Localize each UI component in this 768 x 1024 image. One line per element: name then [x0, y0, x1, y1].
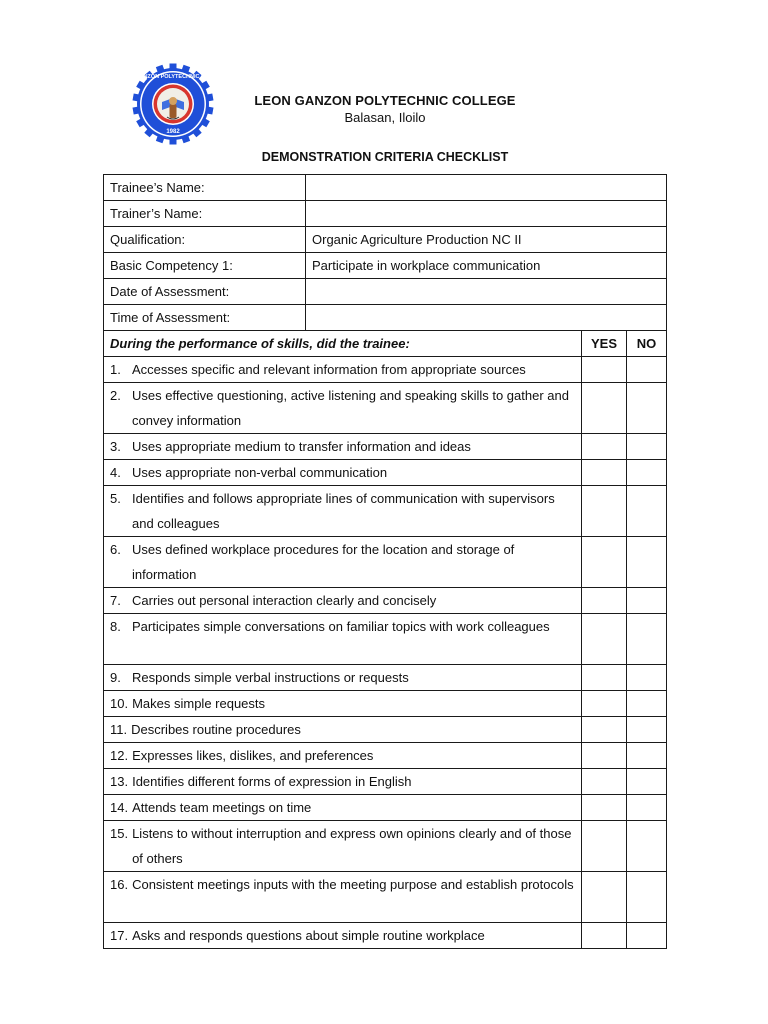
- info-row: [104, 227, 667, 253]
- yes-checkbox-cell[interactable]: [582, 357, 627, 383]
- info-row: [104, 201, 667, 227]
- criteria-text: Responds simple verbal instructions or requests: [132, 670, 409, 685]
- info-label: Trainee’s Name:: [104, 175, 306, 201]
- criteria-row: [104, 769, 667, 795]
- criteria-number: 17.: [110, 928, 129, 943]
- no-checkbox-cell[interactable]: [627, 665, 667, 691]
- criteria-text: Identifies and follows appropriate lines of communication with supervisors and colleagues: [132, 491, 555, 531]
- criteria-cell: [104, 821, 582, 872]
- criteria-number: 3.: [110, 439, 121, 454]
- criteria-row: [104, 588, 667, 614]
- criteria-text: Identifies different forms of expression in English: [132, 774, 412, 789]
- criteria-cell: [104, 691, 582, 717]
- criteria-row: [104, 691, 667, 717]
- checklist-table: [103, 174, 667, 949]
- yes-checkbox-cell[interactable]: [582, 537, 627, 588]
- info-label: Date of Assessment:: [104, 279, 306, 305]
- no-checkbox-cell[interactable]: [627, 769, 667, 795]
- criteria-cell: [104, 872, 582, 923]
- criteria-number: 16.: [110, 877, 129, 892]
- info-row: [104, 175, 667, 201]
- criteria-row: [104, 743, 667, 769]
- document-title: DEMONSTRATION CRITERIA CHECKLIST: [261, 150, 509, 164]
- criteria-cell: [104, 486, 582, 537]
- info-row: [104, 279, 667, 305]
- criteria-cell: [104, 434, 582, 460]
- no-checkbox-cell[interactable]: [627, 923, 667, 949]
- no-checkbox-cell[interactable]: [627, 743, 667, 769]
- no-column-header: NO: [627, 331, 667, 357]
- yes-checkbox-cell[interactable]: [582, 460, 627, 486]
- info-row: [104, 253, 667, 279]
- no-checkbox-cell[interactable]: [627, 872, 667, 923]
- criteria-row: [104, 357, 667, 383]
- yes-checkbox-cell[interactable]: [582, 795, 627, 821]
- no-checkbox-cell[interactable]: [627, 717, 667, 743]
- info-label: Time of Assessment:: [104, 305, 306, 331]
- criteria-cell: [104, 460, 582, 486]
- criteria-text: Uses defined workplace procedures for the location and storage of information: [132, 542, 515, 582]
- no-checkbox-cell[interactable]: [627, 383, 667, 434]
- criteria-cell: [104, 743, 582, 769]
- no-checkbox-cell[interactable]: [627, 614, 667, 665]
- criteria-number: 1.: [110, 362, 121, 377]
- criteria-number: 9.: [110, 670, 121, 685]
- info-value[interactable]: Participate in workplace communication: [306, 253, 667, 279]
- no-checkbox-cell[interactable]: [627, 537, 667, 588]
- yes-checkbox-cell[interactable]: [582, 434, 627, 460]
- criteria-cell: [104, 383, 582, 434]
- criteria-number: 14.: [110, 800, 129, 815]
- info-value[interactable]: [306, 305, 667, 331]
- yes-column-header: YES: [582, 331, 627, 357]
- info-value[interactable]: [306, 279, 667, 305]
- no-checkbox-cell[interactable]: [627, 357, 667, 383]
- yes-checkbox-cell[interactable]: [582, 821, 627, 872]
- yes-checkbox-cell[interactable]: [582, 872, 627, 923]
- criteria-row: [104, 460, 667, 486]
- criteria-row: [104, 795, 667, 821]
- yes-checkbox-cell[interactable]: [582, 691, 627, 717]
- info-value[interactable]: Organic Agriculture Production NC II: [306, 227, 667, 253]
- criteria-text: Attends team meetings on time: [132, 800, 312, 815]
- yes-checkbox-cell[interactable]: [582, 588, 627, 614]
- criteria-row: [104, 872, 667, 923]
- criteria-number: 5.: [110, 491, 121, 506]
- criteria-row: [104, 614, 667, 665]
- yes-checkbox-cell[interactable]: [582, 383, 627, 434]
- criteria-text: Uses appropriate medium to transfer information and ideas: [132, 439, 471, 454]
- no-checkbox-cell[interactable]: [627, 486, 667, 537]
- seal-ring-text: LEON GANZON POLYTECHNIC COLLEGE: [118, 74, 228, 80]
- criteria-row: [104, 486, 667, 537]
- criteria-text: Participates simple conversations on familiar topics with work colleagues: [132, 619, 550, 634]
- info-label: Qualification:: [104, 227, 306, 253]
- info-value[interactable]: [306, 175, 667, 201]
- criteria-row: [104, 434, 667, 460]
- no-checkbox-cell[interactable]: [627, 795, 667, 821]
- criteria-number: 13.: [110, 774, 129, 789]
- yes-checkbox-cell[interactable]: [582, 665, 627, 691]
- criteria-cell: [104, 588, 582, 614]
- no-checkbox-cell[interactable]: [627, 460, 667, 486]
- yes-checkbox-cell[interactable]: [582, 923, 627, 949]
- college-location: Balasan, Iloilo: [344, 110, 426, 125]
- criteria-number: 11.: [110, 722, 128, 737]
- criteria-cell: [104, 717, 582, 743]
- criteria-text: Makes simple requests: [132, 696, 266, 711]
- yes-checkbox-cell[interactable]: [582, 743, 627, 769]
- criteria-cell: [104, 795, 582, 821]
- no-checkbox-cell[interactable]: [627, 691, 667, 717]
- criteria-cell: [104, 665, 582, 691]
- criteria-number: 2.: [110, 388, 121, 403]
- seal-year: 1982: [166, 129, 180, 135]
- criteria-cell: [104, 357, 582, 383]
- criteria-number: 10.: [110, 696, 129, 711]
- criteria-number: 12.: [110, 748, 129, 763]
- info-row: [104, 305, 667, 331]
- criteria-number: 15.: [110, 826, 129, 841]
- info-label: Trainer’s Name:: [104, 201, 306, 227]
- criteria-row: [104, 923, 667, 949]
- criteria-text: Listens to without interruption and express own opinions clearly and of those of others: [132, 826, 572, 866]
- criteria-text: Asks and responds questions about simple routine workplace: [132, 928, 485, 943]
- no-checkbox-cell[interactable]: [627, 588, 667, 614]
- criteria-text: Carries out personal interaction clearly and concisely: [132, 593, 437, 608]
- criteria-text: Accesses specific and relevant information from appropriate sources: [132, 362, 526, 377]
- criteria-cell: [104, 769, 582, 795]
- yes-checkbox-cell[interactable]: [582, 769, 627, 795]
- criteria-header-row: [104, 331, 667, 357]
- yes-checkbox-cell[interactable]: [582, 614, 627, 665]
- college-name: LEON GANZON POLYTECHNIC COLLEGE: [254, 93, 516, 108]
- info-value[interactable]: [306, 201, 667, 227]
- criteria-question: During the performance of skills, did the trainee:: [104, 331, 582, 357]
- info-label: Basic Competency 1:: [104, 253, 306, 279]
- no-checkbox-cell[interactable]: [627, 821, 667, 872]
- criteria-row: [104, 717, 667, 743]
- criteria-number: 6.: [110, 542, 121, 557]
- criteria-text: Expresses likes, dislikes, and preferences: [132, 748, 374, 763]
- criteria-text: Describes routine procedures: [131, 722, 301, 737]
- criteria-text: Uses effective questioning, active listening and speaking skills to gather and convey information: [132, 388, 569, 428]
- criteria-row: [104, 537, 667, 588]
- criteria-cell: [104, 614, 582, 665]
- criteria-number: 4.: [110, 465, 121, 480]
- criteria-cell: [104, 923, 582, 949]
- criteria-text: Uses appropriate non-verbal communication: [132, 465, 388, 480]
- yes-checkbox-cell[interactable]: [582, 717, 627, 743]
- criteria-text: Consistent meetings inputs with the meeting purpose and establish protocols: [132, 877, 574, 892]
- criteria-number: 8.: [110, 619, 121, 634]
- criteria-cell: [104, 537, 582, 588]
- criteria-row: [104, 383, 667, 434]
- criteria-number: 7.: [110, 593, 121, 608]
- criteria-row: [104, 821, 667, 872]
- no-checkbox-cell[interactable]: [627, 434, 667, 460]
- yes-checkbox-cell[interactable]: [582, 486, 627, 537]
- criteria-row: [104, 665, 667, 691]
- college-seal-logo: [118, 62, 228, 146]
